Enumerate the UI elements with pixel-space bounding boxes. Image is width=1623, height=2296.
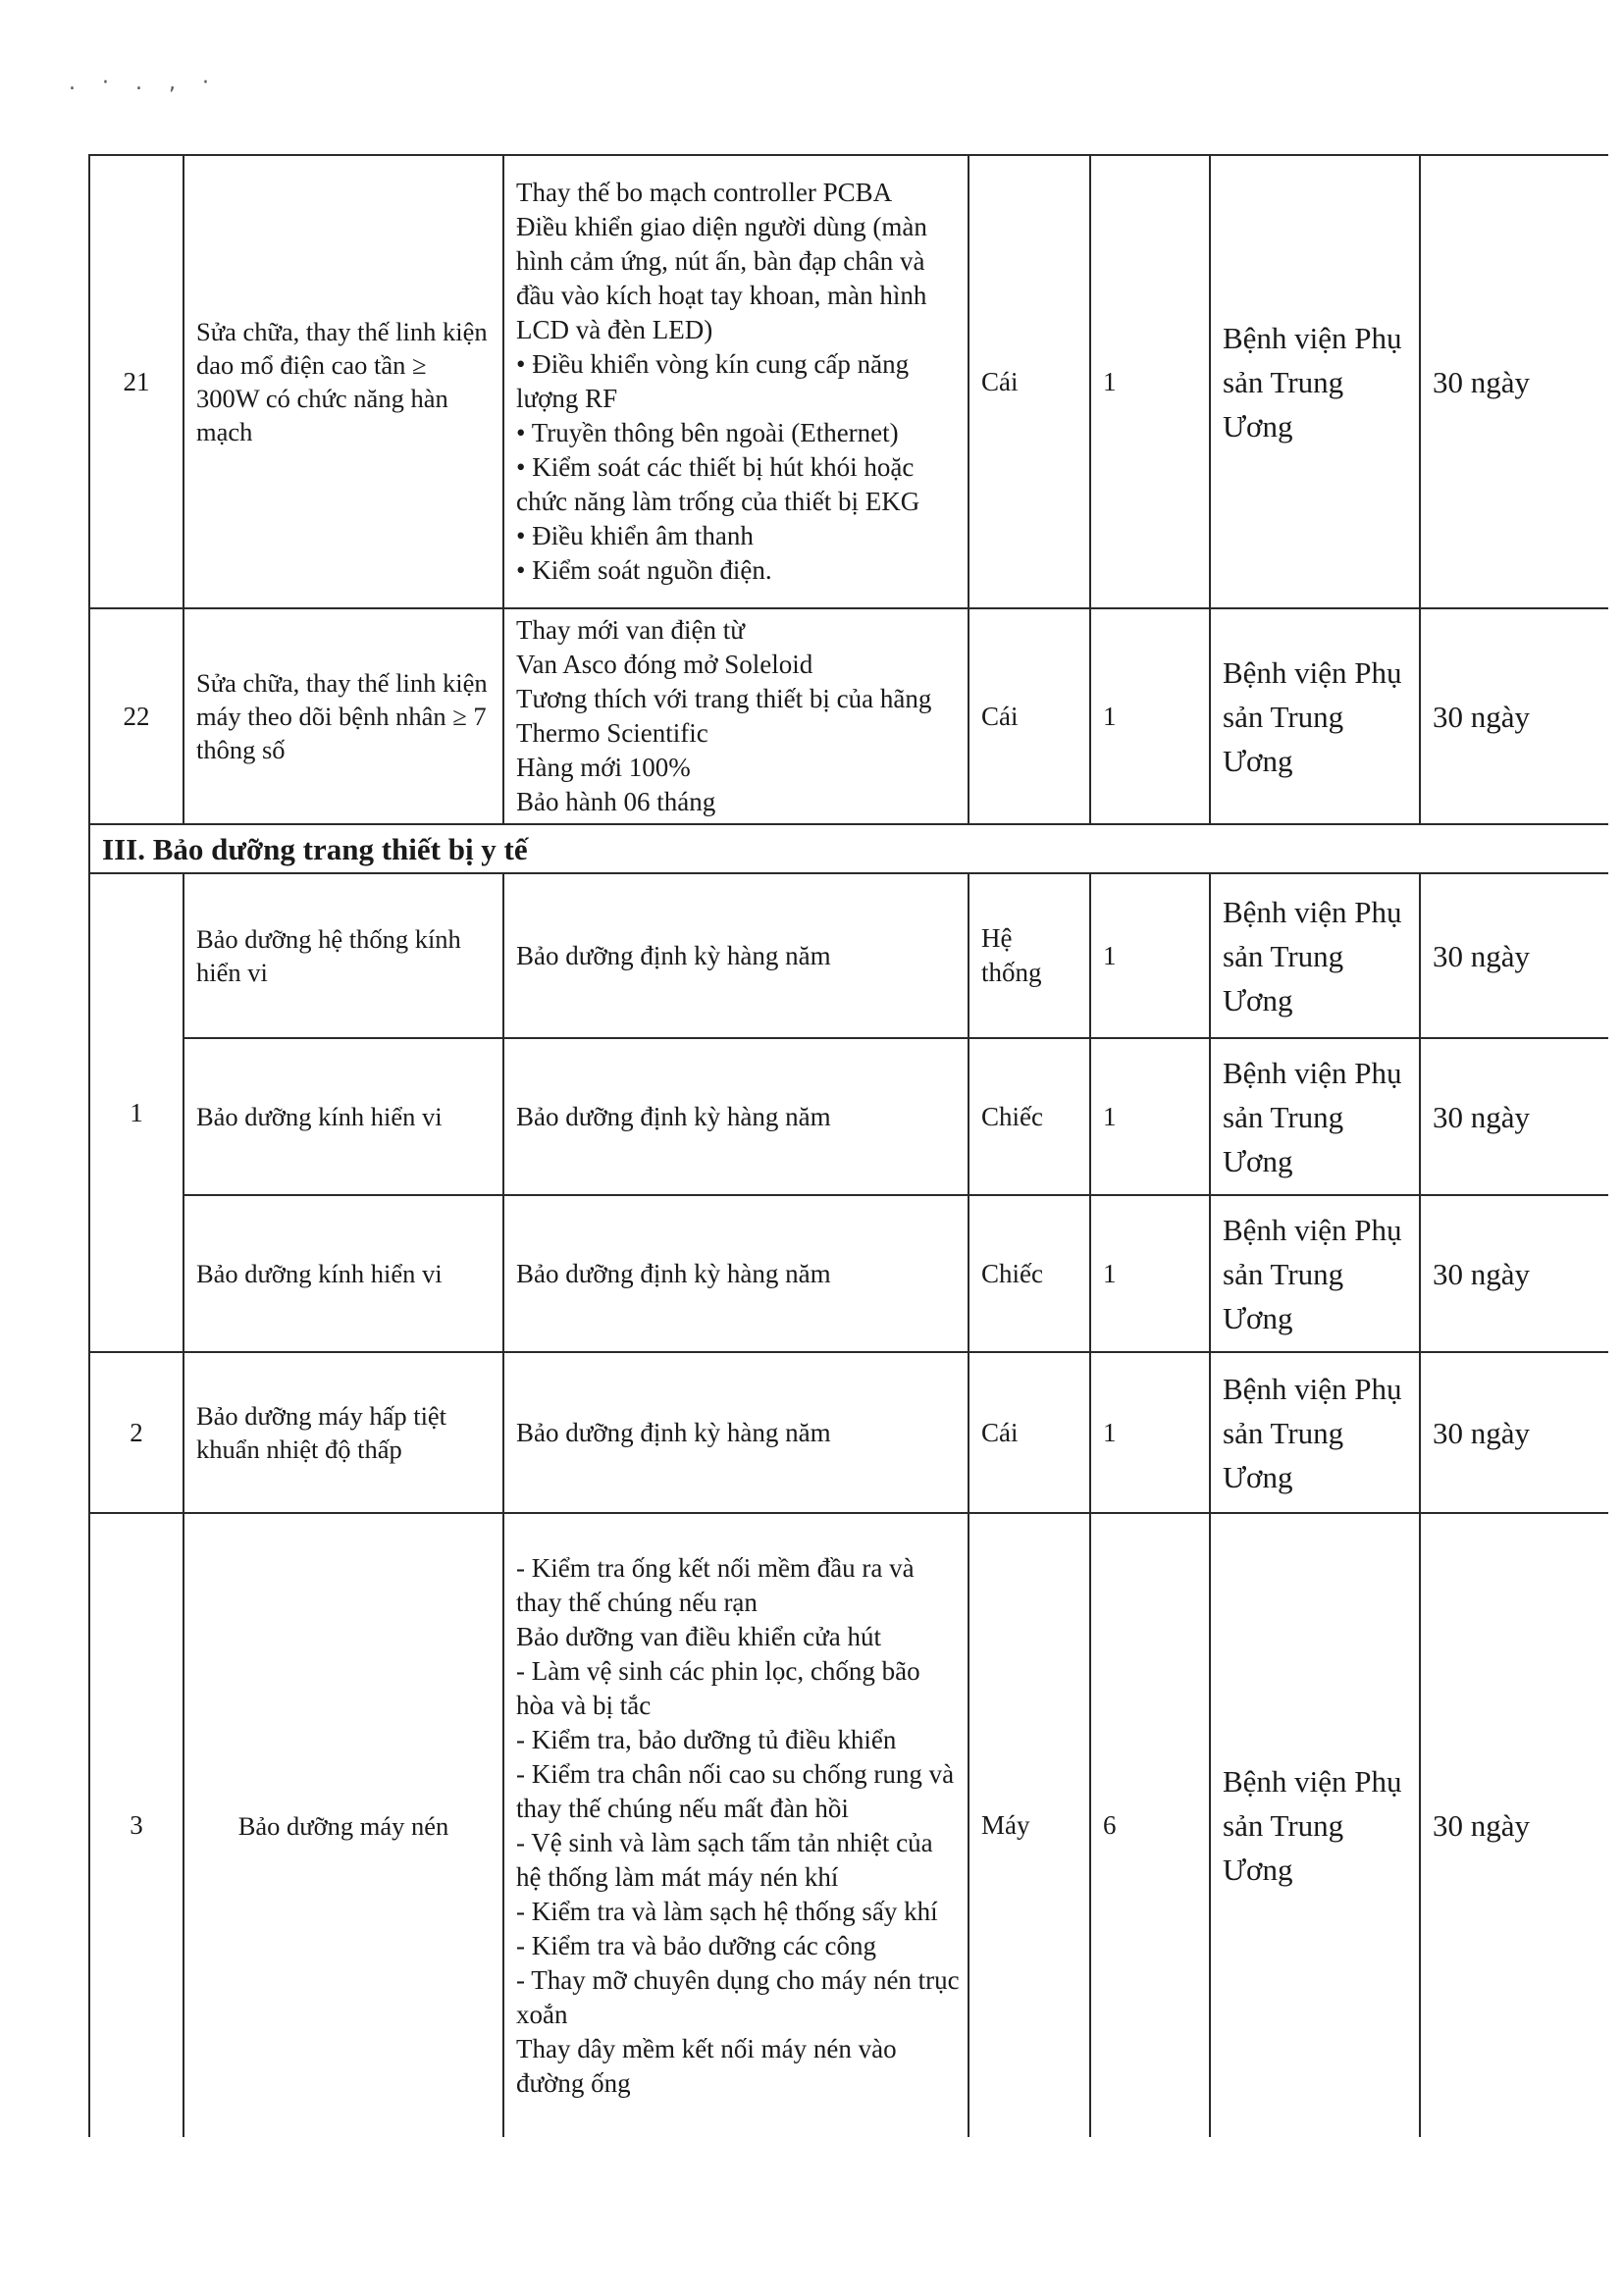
item-name: Bảo dưỡng máy hấp tiệt khuẩn nhiệt độ thấp	[183, 1352, 503, 1513]
location: Bệnh viện Phụ sản Trung Ương	[1210, 608, 1420, 824]
unit: Chiếc	[969, 1195, 1090, 1352]
row-number: 3	[89, 1513, 183, 2137]
quantity: 1	[1090, 155, 1210, 608]
table-row	[89, 155, 1608, 608]
item-name: Bảo dưỡng hệ thống kính hiển vi	[183, 873, 503, 1038]
item-name: Bảo dưỡng kính hiển vi	[183, 1195, 503, 1352]
row-number: 2	[89, 1352, 183, 1513]
location: Bệnh viện Phụ sản Trung Ương	[1210, 1513, 1420, 2137]
table-row	[89, 1352, 1608, 1513]
location: Bệnh viện Phụ sản Trung Ương	[1210, 1038, 1420, 1195]
duration: 30 ngày	[1420, 1038, 1608, 1195]
section-row	[89, 824, 1608, 873]
quantity: 6	[1090, 1513, 1210, 2137]
quantity: 1	[1090, 1195, 1210, 1352]
item-description: Bảo dưỡng định kỳ hàng năm	[503, 873, 969, 1038]
quantity: 1	[1090, 873, 1210, 1038]
table-row	[89, 608, 1608, 824]
item-name: Bảo dưỡng máy nén	[183, 1513, 503, 2137]
location: Bệnh viện Phụ sản Trung Ương	[1210, 873, 1420, 1038]
item-description: Bảo dưỡng định kỳ hàng năm	[503, 1038, 969, 1195]
scan-marks: . · . , ·	[69, 71, 219, 95]
item-name: Bảo dưỡng kính hiển vi	[183, 1038, 503, 1195]
location: Bệnh viện Phụ sản Trung Ương	[1210, 155, 1420, 608]
quantity: 1	[1090, 608, 1210, 824]
duration: 30 ngày	[1420, 1195, 1608, 1352]
unit: Cái	[969, 608, 1090, 824]
item-description: Thay thế bo mạch controller PCBA Điều khiển giao diện người dùng (màn hình cảm ứng, nút ấn, bàn đạp chân và đầu vào kích hoạt tay khoan, màn hình LCD và đèn LED) • Điều khiển vòng kín cung cấp năng lượng RF • Truyền thông bên ngoài (Ethernet) • Kiểm soát các thiết bị hút khói hoặc chức năng làm trống của thiết bị EKG • Điều khiển âm thanh • Kiểm soát nguồn điện.	[503, 155, 969, 608]
section-title: III. Bảo dưỡng trang thiết bị y tế	[89, 824, 1608, 873]
duration: 30 ngày	[1420, 1352, 1608, 1513]
unit: Máy	[969, 1513, 1090, 2137]
item-description: Thay mới van điện từ Van Asco đóng mở Soleloid Tương thích với trang thiết bị của hãng Thermo Scientific Hàng mới 100% Bảo hành 06 tháng	[503, 608, 969, 824]
quantity: 1	[1090, 1352, 1210, 1513]
unit: Chiếc	[969, 1038, 1090, 1195]
duration: 30 ngày	[1420, 608, 1608, 824]
item-description: Bảo dưỡng định kỳ hàng năm	[503, 1195, 969, 1352]
duration: 30 ngày	[1420, 1513, 1608, 2137]
table-row	[89, 1038, 1608, 1195]
item-description: - Kiểm tra ống kết nối mềm đầu ra và thay thế chúng nếu rạn Bảo dưỡng van điều khiển cửa hút - Làm vệ sinh các phin lọc, chống bão hòa và bị tắc - Kiểm tra, bảo dưỡng tủ điều khiển - Kiểm tra chân nối cao su chống rung và thay thế chúng nếu mất đàn hồi - Vệ sinh và làm sạch tấm tản nhiệt của hệ thống làm mát máy nén khí - Kiểm tra và làm sạch hệ thống sấy khí - Kiểm tra và bảo dưỡng các công - Thay mỡ chuyên dụng cho máy nén trục xoắn Thay dây mềm kết nối máy nén vào đường ống	[503, 1513, 969, 2137]
item-name: Sửa chữa, thay thế linh kiện máy theo dõi bệnh nhân ≥ 7 thông số	[183, 608, 503, 824]
unit: Hệ thống	[969, 873, 1090, 1038]
item-description: Bảo dưỡng định kỳ hàng năm	[503, 1352, 969, 1513]
location: Bệnh viện Phụ sản Trung Ương	[1210, 1352, 1420, 1513]
table-row	[89, 1513, 1608, 2137]
row-number: 21	[89, 155, 183, 608]
item-name: Sửa chữa, thay thế linh kiện dao mổ điện cao tần ≥ 300W có chức năng hàn mạch	[183, 155, 503, 608]
duration: 30 ngày	[1420, 155, 1608, 608]
equipment-table	[88, 154, 1608, 2137]
table-row	[89, 873, 1608, 1038]
table-row	[89, 1195, 1608, 1352]
row-number: 1	[89, 873, 183, 1352]
unit: Cái	[969, 155, 1090, 608]
unit: Cái	[969, 1352, 1090, 1513]
location: Bệnh viện Phụ sản Trung Ương	[1210, 1195, 1420, 1352]
duration: 30 ngày	[1420, 873, 1608, 1038]
row-number: 22	[89, 608, 183, 824]
quantity: 1	[1090, 1038, 1210, 1195]
